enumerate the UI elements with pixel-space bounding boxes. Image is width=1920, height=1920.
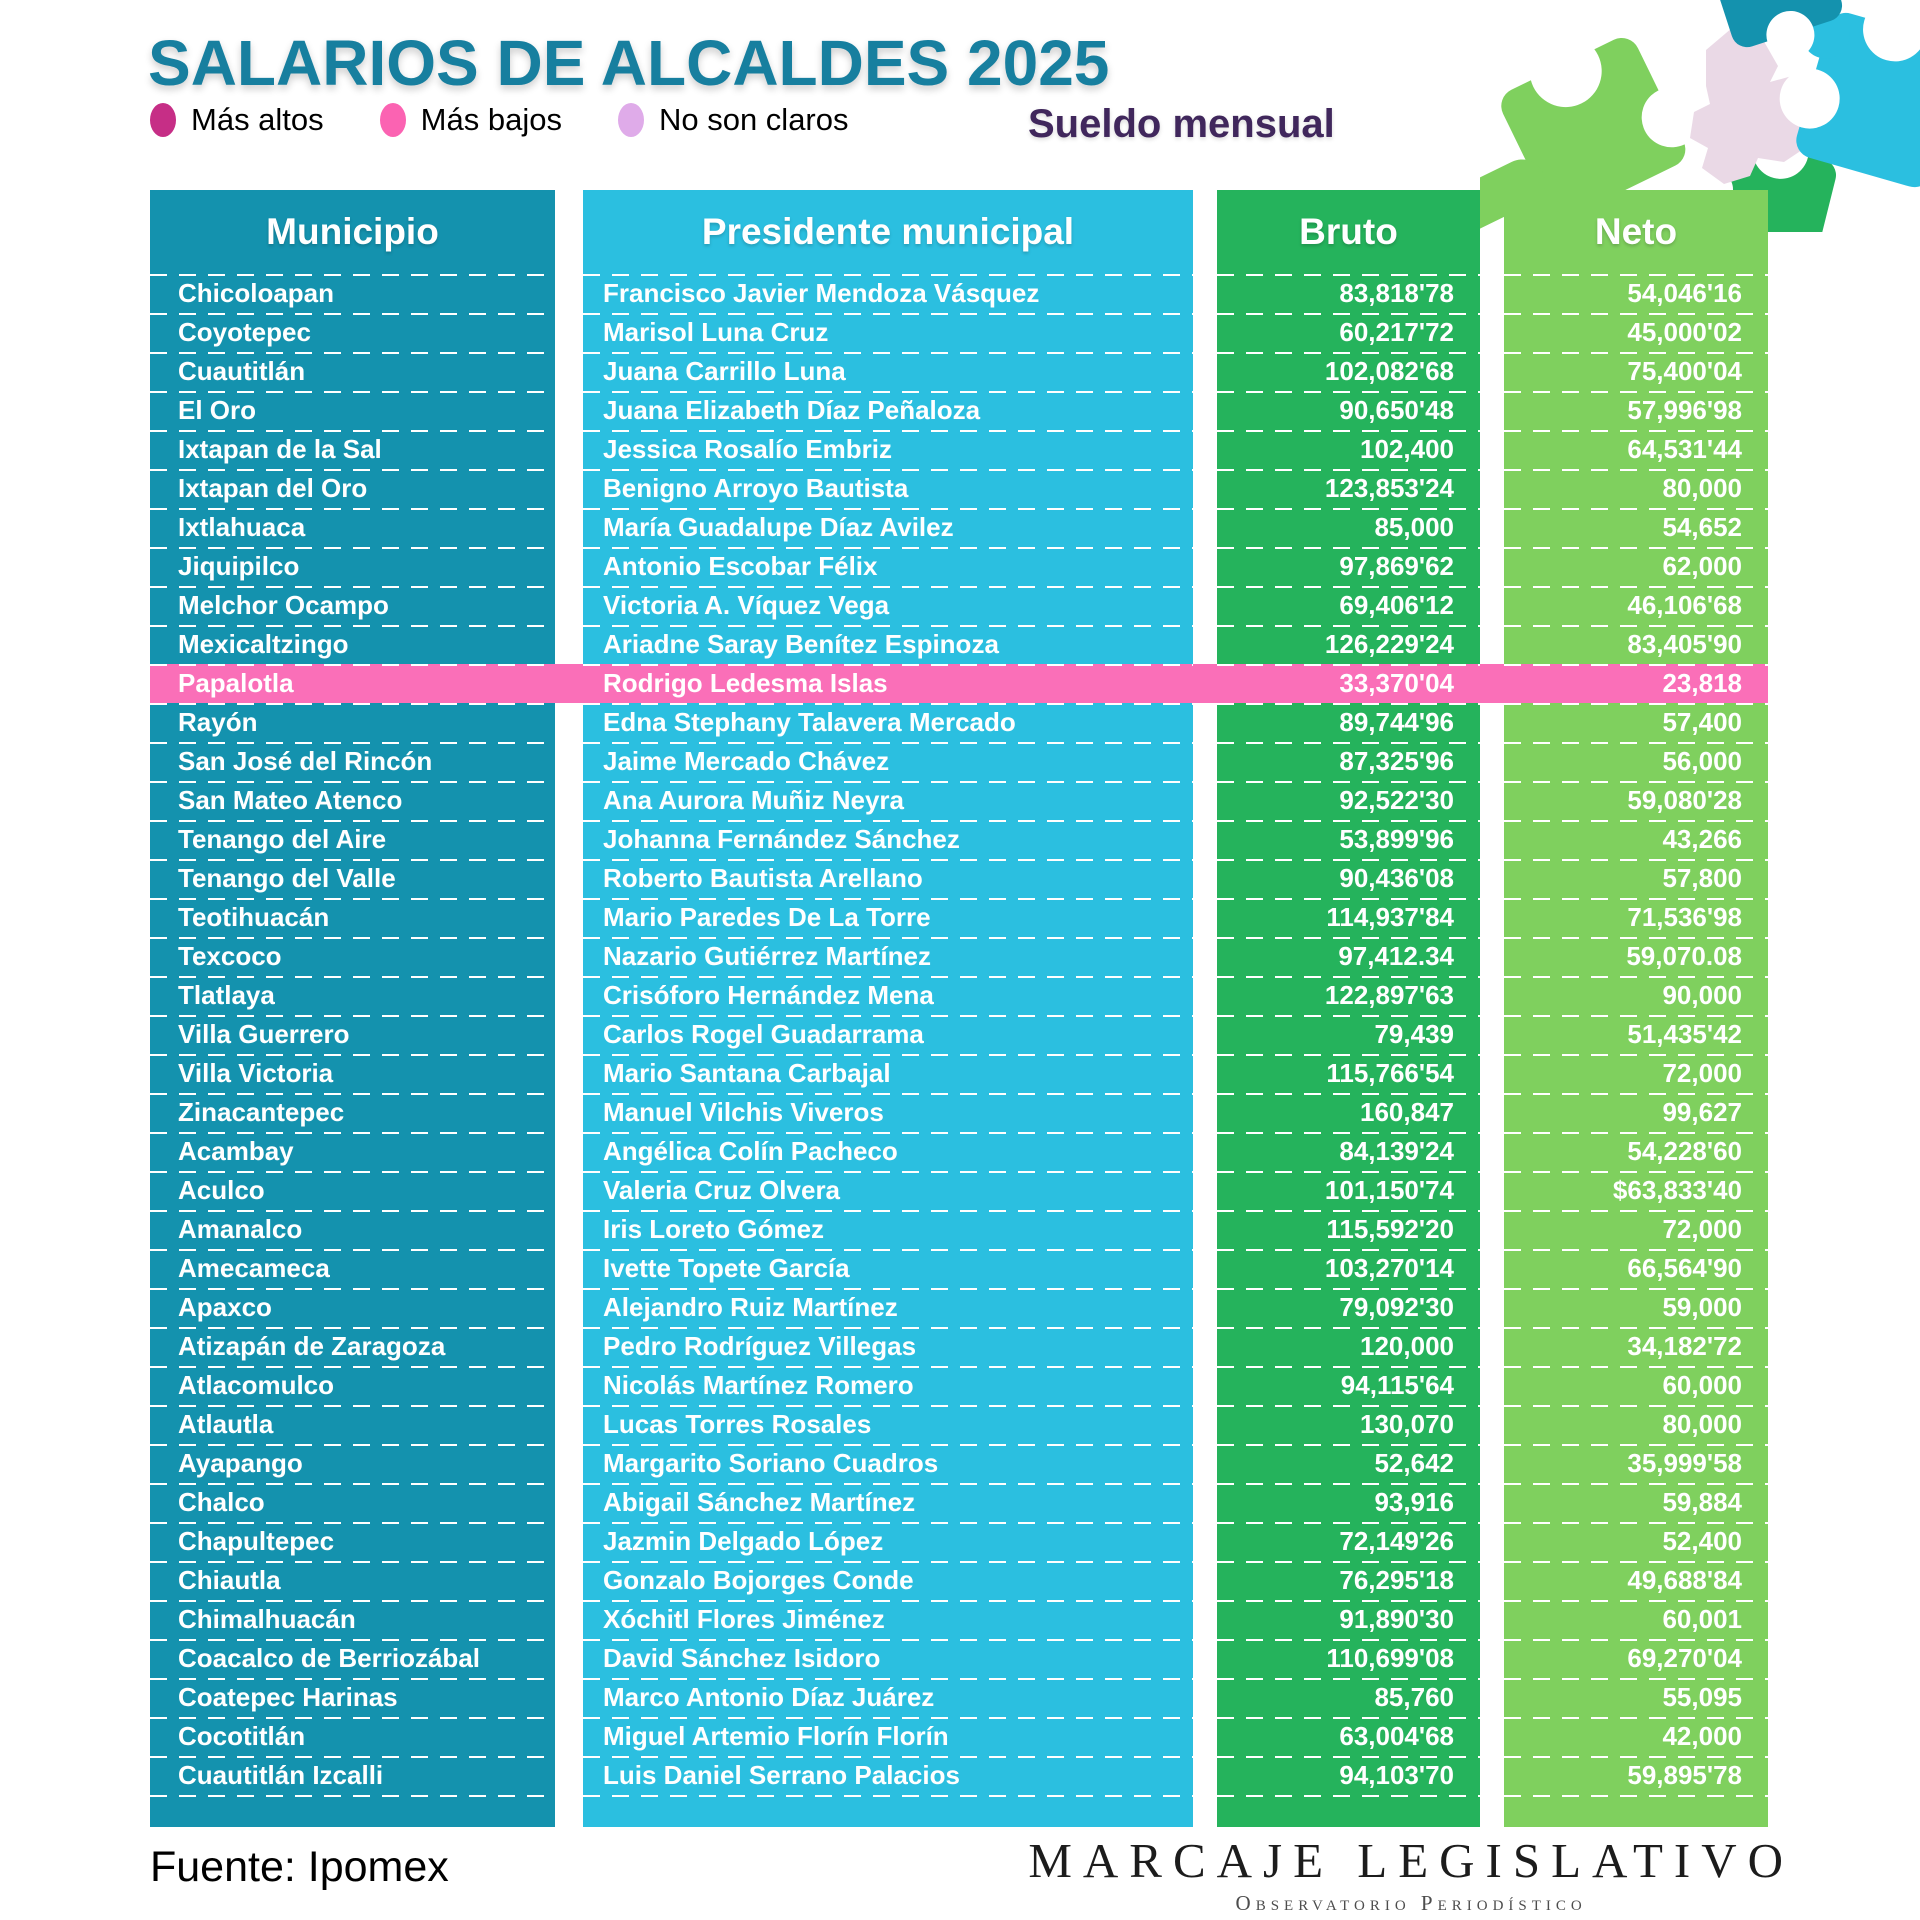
table-cell: 90,000 (1504, 976, 1768, 1015)
table-cell: 59,000 (1504, 1288, 1768, 1327)
table-cell: 42,000 (1504, 1717, 1768, 1756)
table-cell: Rayón (150, 703, 555, 742)
table-cell: 53,899'96 (1217, 820, 1480, 859)
table-cell: Jessica Rosalío Embriz (583, 430, 1193, 469)
table-cell: 90,650'48 (1217, 391, 1480, 430)
table-cell: Atlautla (150, 1405, 555, 1444)
table-cell: Chiautla (150, 1561, 555, 1600)
table-cell: Aculco (150, 1171, 555, 1210)
table-cell: Francisco Javier Mendoza Vásquez (583, 274, 1193, 313)
table-cell: 92,522'30 (1217, 781, 1480, 820)
table-cell: Carlos Rogel Guadarrama (583, 1015, 1193, 1054)
table-cell: 55,095 (1504, 1678, 1768, 1717)
table-cell: Valeria Cruz Olvera (583, 1171, 1193, 1210)
column-rows (1504, 274, 1768, 1827)
table-cell: David Sánchez Isidoro (583, 1639, 1193, 1678)
table-cell: 115,592'20 (1217, 1210, 1480, 1249)
table-cell: 35,999'58 (1504, 1444, 1768, 1483)
table-cell: Jazmin Delgado López (583, 1522, 1193, 1561)
column-neto (1504, 190, 1768, 1827)
legend-item-mas-altos (150, 102, 324, 138)
table-cell: Papalotla (150, 664, 555, 703)
table-cell: Tenango del Aire (150, 820, 555, 859)
table-cell: 52,400 (1504, 1522, 1768, 1561)
table-cell: 23,818 (1504, 664, 1768, 703)
table-cell: Angélica Colín Pacheco (583, 1132, 1193, 1171)
table-cell: El Oro (150, 391, 555, 430)
table-cell: Lucas Torres Rosales (583, 1405, 1193, 1444)
table-cell: Nicolás Martínez Romero (583, 1366, 1193, 1405)
table-cell: 57,400 (1504, 703, 1768, 742)
legend-item-mas-bajos (380, 102, 562, 138)
table-cell: 54,652 (1504, 508, 1768, 547)
column-header-municipio: Municipio (266, 211, 439, 252)
table-cell: Texcoco (150, 937, 555, 976)
table-cell: 72,000 (1504, 1210, 1768, 1249)
table-cell: Luis Daniel Serrano Palacios (583, 1756, 1193, 1795)
mas-altos-dot-icon (150, 103, 176, 137)
table-cell: Apaxco (150, 1288, 555, 1327)
table-cell: Ixtlahuaca (150, 508, 555, 547)
table-cell: 57,996'98 (1504, 391, 1768, 430)
table-cell: Xóchitl Flores Jiménez (583, 1600, 1193, 1639)
table-cell: 99,627 (1504, 1093, 1768, 1132)
table-cell: 122,897'63 (1217, 976, 1480, 1015)
table-cell: María Guadalupe Díaz Avilez (583, 508, 1193, 547)
table-cell: 75,400'04 (1504, 352, 1768, 391)
table-cell: 72,149'26 (1217, 1522, 1480, 1561)
table-cell: Marisol Luna Cruz (583, 313, 1193, 352)
table-cell: Rodrigo Ledesma Islas (583, 664, 1193, 703)
column-header-bruto: Bruto (1299, 211, 1398, 252)
table-cell: Chicoloapan (150, 274, 555, 313)
table-cell: 60,000 (1504, 1366, 1768, 1405)
table-cell: Benigno Arroyo Bautista (583, 469, 1193, 508)
table-cell: 66,564'90 (1504, 1249, 1768, 1288)
table-cell: 84,139'24 (1217, 1132, 1480, 1171)
table-cell: Antonio Escobar Félix (583, 547, 1193, 586)
table-cell: 90,436'08 (1217, 859, 1480, 898)
table-cell: 54,046'16 (1504, 274, 1768, 313)
table-cell: 59,895'78 (1504, 1756, 1768, 1795)
table-cell: Teotihuacán (150, 898, 555, 937)
table-cell: 54,228'60 (1504, 1132, 1768, 1171)
table-cell: Alejandro Ruiz Martínez (583, 1288, 1193, 1327)
table-cell: 72,000 (1504, 1054, 1768, 1093)
table-cell: 102,082'68 (1217, 352, 1480, 391)
table-cell: Pedro Rodríguez Villegas (583, 1327, 1193, 1366)
mas-bajos-dot-icon (380, 103, 406, 137)
table-cell: 115,766'54 (1217, 1054, 1480, 1093)
sueldo-mensual-label: Sueldo mensual (1028, 102, 1335, 146)
table-cell: 94,103'70 (1217, 1756, 1480, 1795)
column-filler (150, 1795, 555, 1827)
legend-label: No son claros (658, 102, 849, 137)
column-filler (1504, 1795, 1768, 1827)
table-cell: San José del Rincón (150, 742, 555, 781)
table-cell: Coyotepec (150, 313, 555, 352)
table-cell: Jiquipilco (150, 547, 555, 586)
brand-block (1028, 1832, 1794, 1916)
column-rows (150, 274, 555, 1827)
table-cell: Atlacomulco (150, 1366, 555, 1405)
table-cell: 97,412.34 (1217, 937, 1480, 976)
table-cell: 62,000 (1504, 547, 1768, 586)
table-cell: Chalco (150, 1483, 555, 1522)
table-cell: 79,092'30 (1217, 1288, 1480, 1327)
column-municipio (150, 190, 555, 1827)
table-cell: Amecameca (150, 1249, 555, 1288)
table-cell: 45,000'02 (1504, 313, 1768, 352)
no-claros-dot-icon (618, 103, 644, 137)
table-cell: 52,642 (1217, 1444, 1480, 1483)
table-cell: Gonzalo Bojorges Conde (583, 1561, 1193, 1600)
table-cell: Atizapán de Zaragoza (150, 1327, 555, 1366)
table-cell: 85,000 (1217, 508, 1480, 547)
table-cell: 160,847 (1217, 1093, 1480, 1132)
column-header-presidente: Presidente municipal (701, 211, 1075, 252)
table-cell: 60,001 (1504, 1600, 1768, 1639)
highlight-gap-band (555, 664, 583, 703)
table-cell: 51,435'42 (1504, 1015, 1768, 1054)
table-cell: Coatepec Harinas (150, 1678, 555, 1717)
table-cell: Roberto Bautista Arellano (583, 859, 1193, 898)
legend-label: Más bajos (420, 102, 562, 137)
table-cell: Cuautitlán Izcalli (150, 1756, 555, 1795)
column-filler (1217, 1795, 1480, 1827)
table-cell: Ixtapan de la Sal (150, 430, 555, 469)
table-cell: 130,070 (1217, 1405, 1480, 1444)
table-cell: 123,853'24 (1217, 469, 1480, 508)
table-cell: $63,833'40 (1504, 1171, 1768, 1210)
table-cell: 80,000 (1504, 469, 1768, 508)
table-cell: Villa Victoria (150, 1054, 555, 1093)
table-cell: 83,405'90 (1504, 625, 1768, 664)
table-cell: 97,869'62 (1217, 547, 1480, 586)
brand-subtitle: Observatorio Periodístico (1235, 1891, 1587, 1915)
legend-label: Más altos (191, 102, 324, 137)
column-header-neto: Neto (1594, 211, 1678, 252)
highlight-gap-band (1193, 664, 1217, 703)
table-cell: Manuel Vilchis Viveros (583, 1093, 1193, 1132)
table-cell: Tenango del Valle (150, 859, 555, 898)
table-cell: 114,937'84 (1217, 898, 1480, 937)
column-rows (1217, 274, 1480, 1827)
table-cell: 56,000 (1504, 742, 1768, 781)
highlight-gap-band (1480, 664, 1504, 703)
table-cell: 46,106'68 (1504, 586, 1768, 625)
table-cell: 59,070.08 (1504, 937, 1768, 976)
table-cell: Cuautitlán (150, 352, 555, 391)
column-filler (583, 1795, 1193, 1827)
table-cell: 59,884 (1504, 1483, 1768, 1522)
table-cell: Johanna Fernández Sánchez (583, 820, 1193, 859)
table-cell: 126,229'24 (1217, 625, 1480, 664)
table-cell: Ana Aurora Muñiz Neyra (583, 781, 1193, 820)
table-cell: 101,150'74 (1217, 1171, 1480, 1210)
table-cell: 33,370'04 (1217, 664, 1480, 703)
table-cell: 69,270'04 (1504, 1639, 1768, 1678)
table-cell: 79,439 (1217, 1015, 1480, 1054)
table-cell: Jaime Mercado Chávez (583, 742, 1193, 781)
table-cell: 93,916 (1217, 1483, 1480, 1522)
table-cell: 80,000 (1504, 1405, 1768, 1444)
table-cell: Ivette Topete García (583, 1249, 1193, 1288)
table-cell: 83,818'78 (1217, 274, 1480, 313)
page-title: SALARIOS DE ALCALDES 2025 (148, 27, 1110, 99)
table-cell: San Mateo Atenco (150, 781, 555, 820)
table-cell: 57,800 (1504, 859, 1768, 898)
table-cell: Chimalhuacán (150, 1600, 555, 1639)
brand-name: MARCAJE LEGISLATIVO (1028, 1833, 1794, 1888)
table-cell: Nazario Gutiérrez Martínez (583, 937, 1193, 976)
table-cell: Acambay (150, 1132, 555, 1171)
table-cell: 94,115'64 (1217, 1366, 1480, 1405)
table-cell: Juana Elizabeth Díaz Peñaloza (583, 391, 1193, 430)
table-cell: Ariadne Saray Benítez Espinoza (583, 625, 1193, 664)
table-cell: 110,699'08 (1217, 1639, 1480, 1678)
table-cell: Ayapango (150, 1444, 555, 1483)
table-cell: 76,295'18 (1217, 1561, 1480, 1600)
table-cell: 103,270'14 (1217, 1249, 1480, 1288)
table-cell: Iris Loreto Gómez (583, 1210, 1193, 1249)
table-cell: 87,325'96 (1217, 742, 1480, 781)
legend (150, 102, 849, 138)
legend-item-no-claros (618, 102, 849, 138)
table-cell: Melchor Ocampo (150, 586, 555, 625)
table-cell: Amanalco (150, 1210, 555, 1249)
table-cell: Edna Stephany Talavera Mercado (583, 703, 1193, 742)
column-presidente (583, 190, 1193, 1827)
table-cell: Marco Antonio Díaz Juárez (583, 1678, 1193, 1717)
table-cell: Mexicaltzingo (150, 625, 555, 664)
table-cell: Zinacantepec (150, 1093, 555, 1132)
table-cell: 91,890'30 (1217, 1600, 1480, 1639)
table-cell: Cocotitlán (150, 1717, 555, 1756)
table-cell: 120,000 (1217, 1327, 1480, 1366)
table-cell: Mario Santana Carbajal (583, 1054, 1193, 1093)
table-cell: 89,744'96 (1217, 703, 1480, 742)
table-cell: 69,406'12 (1217, 586, 1480, 625)
table-cell: 34,182'72 (1504, 1327, 1768, 1366)
table-cell: Margarito Soriano Cuadros (583, 1444, 1193, 1483)
table-cell: 85,760 (1217, 1678, 1480, 1717)
table-cell: Mario Paredes De La Torre (583, 898, 1193, 937)
table-cell: Coacalco de Berriozábal (150, 1639, 555, 1678)
table-cell: Victoria A. Víquez Vega (583, 586, 1193, 625)
table-cell: Villa Guerrero (150, 1015, 555, 1054)
table-cell: 71,536'98 (1504, 898, 1768, 937)
column-rows (583, 274, 1193, 1827)
table-cell: Miguel Artemio Florín Florín (583, 1717, 1193, 1756)
table-cell: 63,004'68 (1217, 1717, 1480, 1756)
table-cell: 59,080'28 (1504, 781, 1768, 820)
table-cell: 49,688'84 (1504, 1561, 1768, 1600)
table-cell: Tlatlaya (150, 976, 555, 1015)
table-cell: Ixtapan del Oro (150, 469, 555, 508)
column-bruto (1217, 190, 1480, 1827)
table-cell: 64,531'44 (1504, 430, 1768, 469)
source-note: Fuente: Ipomex (150, 1843, 449, 1891)
table-cell: Juana Carrillo Luna (583, 352, 1193, 391)
table-cell: Crisóforo Hernández Mena (583, 976, 1193, 1015)
table-cell: Abigail Sánchez Martínez (583, 1483, 1193, 1522)
table-cell: 60,217'72 (1217, 313, 1480, 352)
table-cell: 43,266 (1504, 820, 1768, 859)
table-cell: 102,400 (1217, 430, 1480, 469)
table-cell: Chapultepec (150, 1522, 555, 1561)
